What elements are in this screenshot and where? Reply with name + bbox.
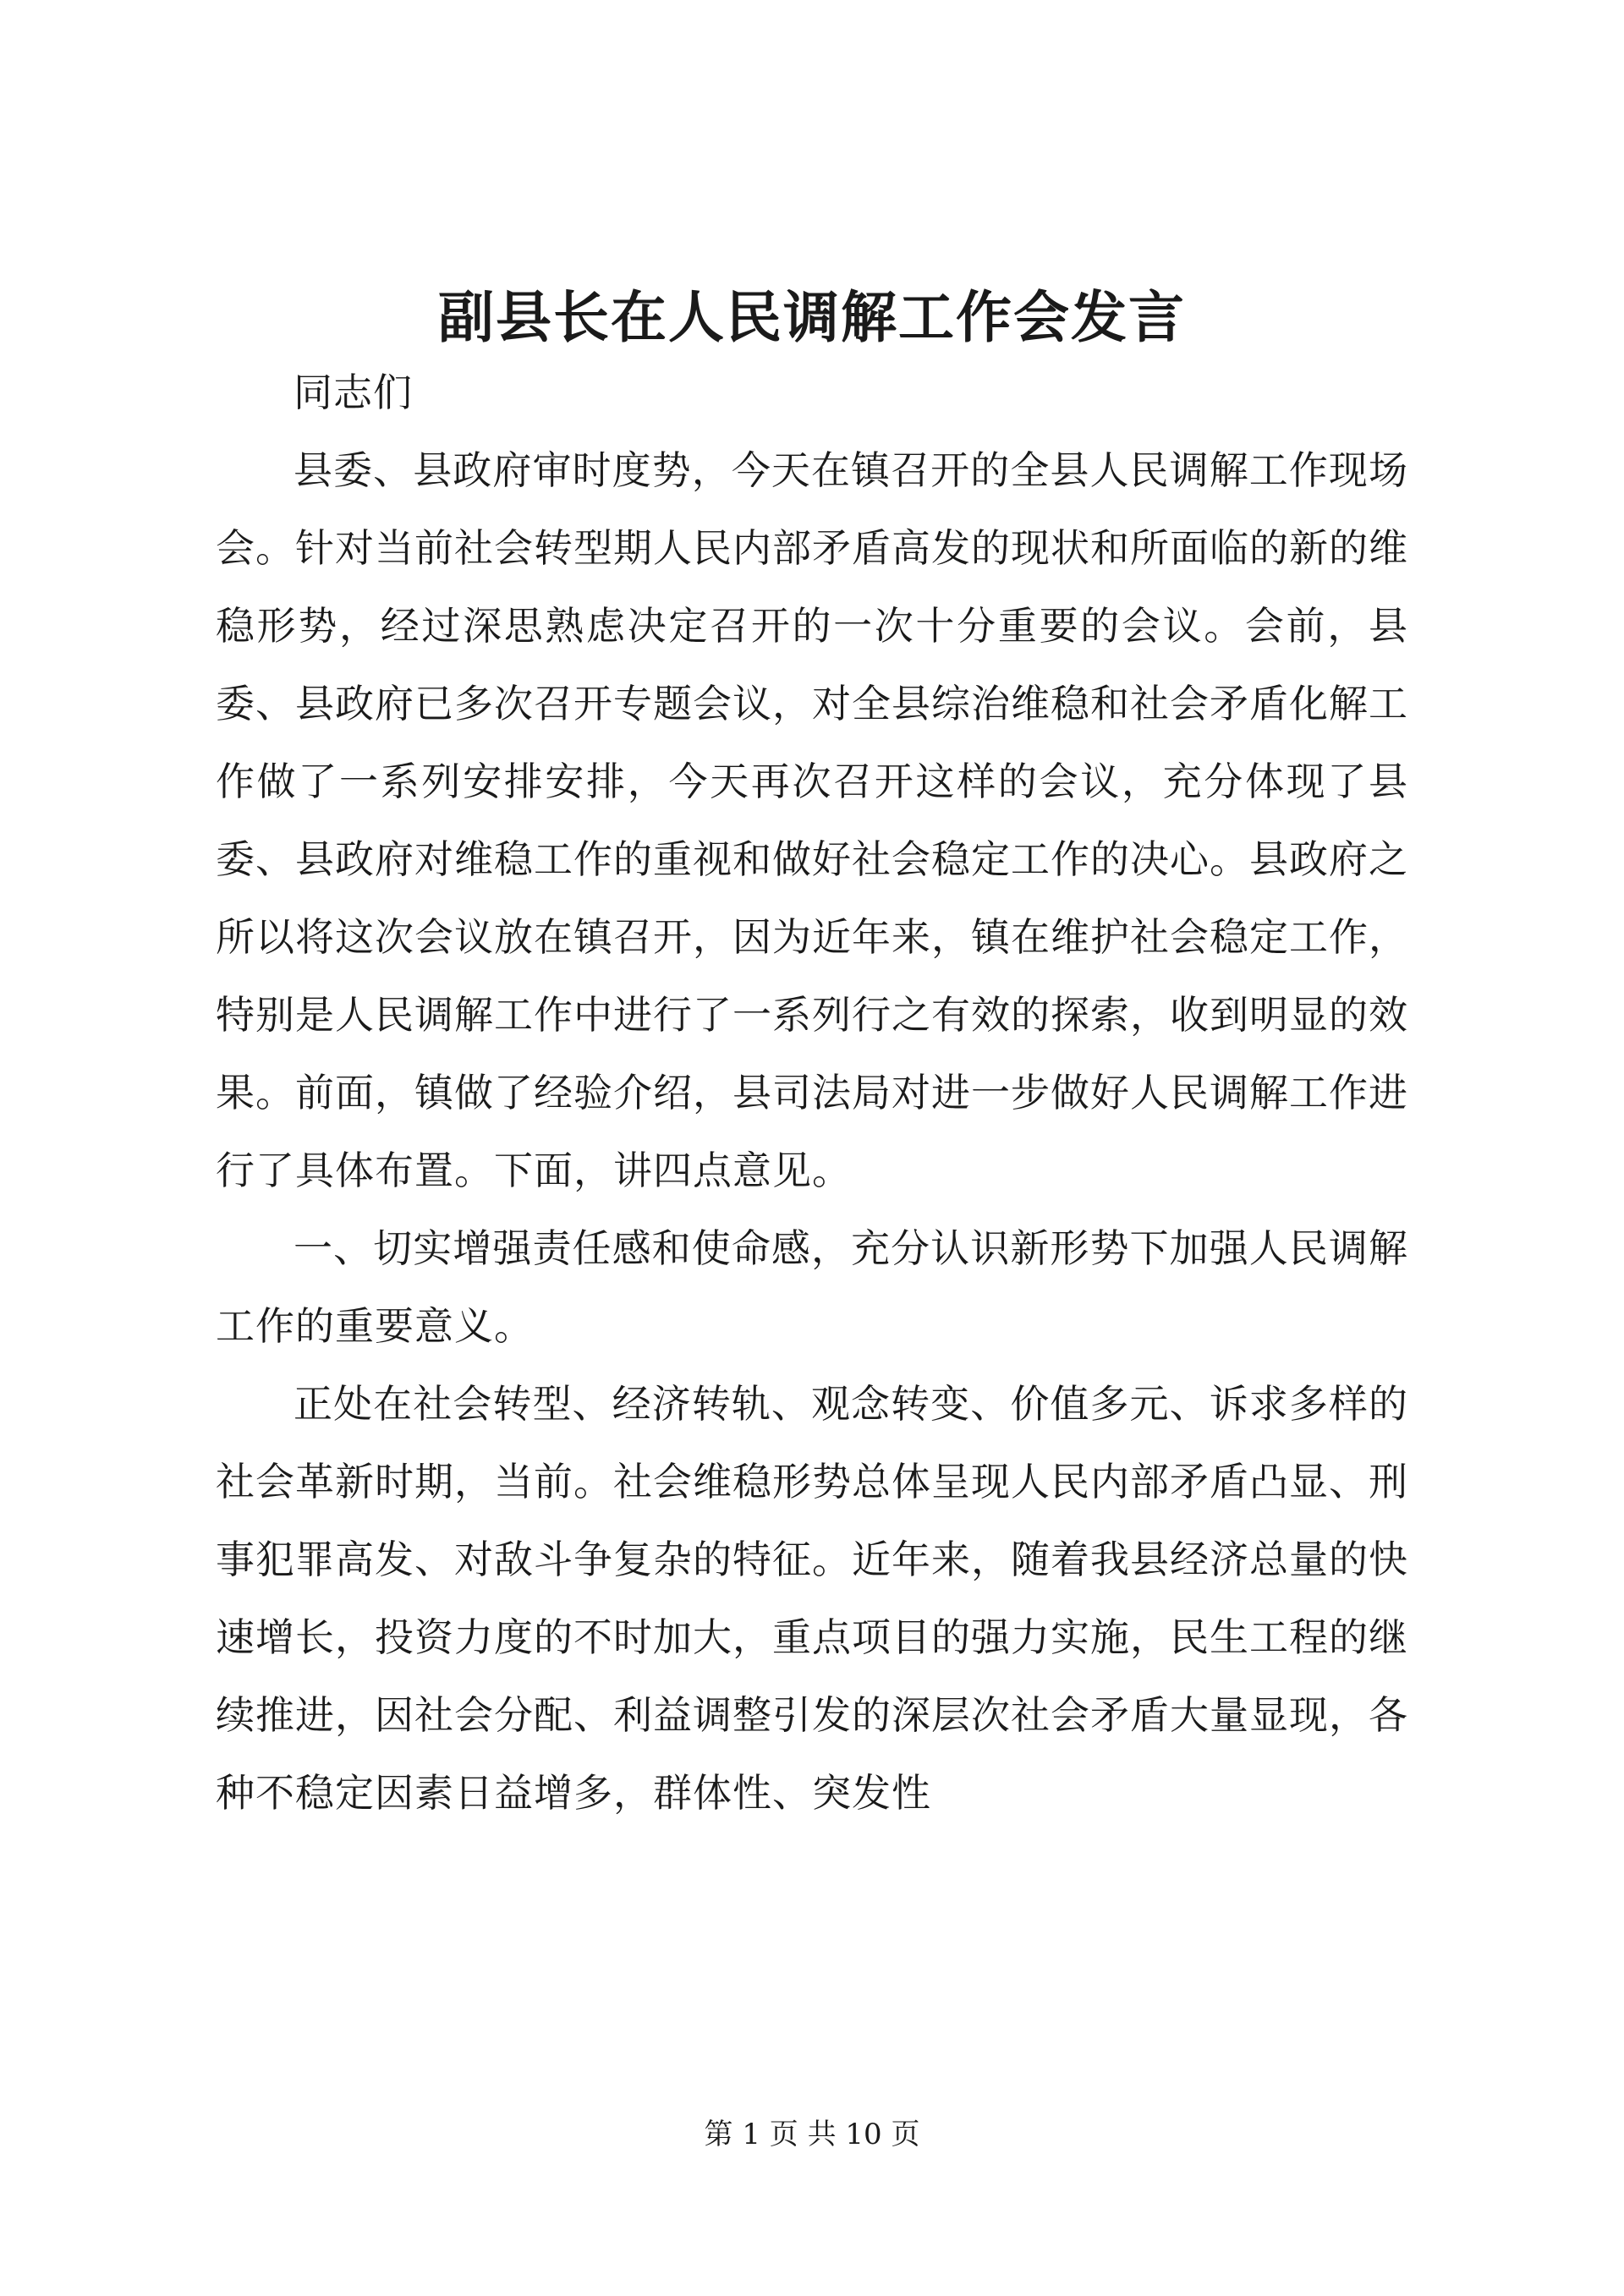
paragraph-section-1: 正处在社会转型、经济转轨、观念转变、价值多元、诉求多样的社会革新时期，当前。社会维稳形势总体呈现人民内部矛盾凸显、刑事犯罪高发、对敌斗争复杂的特征。近年来，随着我县经济总量的快速增长，投资力度的不时加大，重点项目的强力实施，民生工程的继续推进，因社会分配、利益调整引发的深层次社会矛盾大量显现，各种不稳定因素日益增多，群体性、突发性	[216, 1381, 1408, 1816]
document-body	[216, 353, 1408, 1832]
document-title: 副县长在人民调解工作会发言	[438, 284, 1186, 350]
paragraph-intro: 县委、县政府审时度势，今天在镇召开的全县人民调解工作现场会。针对当前社会转型期人民内部矛盾高发的现状和所面临的新的维稳形势，经过深思熟虑决定召开的一次十分重要的会议。会前，县委、县政府已多次召开专题会议，对全县综治维稳和社会矛盾化解工作做了一系列安排安排，今天再次召开这样的会议，充分体现了县委、县政府对维稳工作的重视和做好社会稳定工作的决心。县政府之所以将这次会议放在镇召开，因为近年来，镇在维护社会稳定工作，特别是人民调解工作中进行了一系列行之有效的探索，收到明显的效果。前面，镇做了经验介绍，县司法局对进一步做好人民调解工作进行了具体布置。下面，讲四点意见。	[216, 447, 1408, 1193]
page-footer: 第 1 页 共 10 页	[704, 2118, 920, 2151]
salutation: 同志们	[294, 370, 413, 415]
section-heading-1: 一、切实增强责任感和使命感，充分认识新形势下加强人民调解工作的重要意义。	[216, 1225, 1408, 1349]
